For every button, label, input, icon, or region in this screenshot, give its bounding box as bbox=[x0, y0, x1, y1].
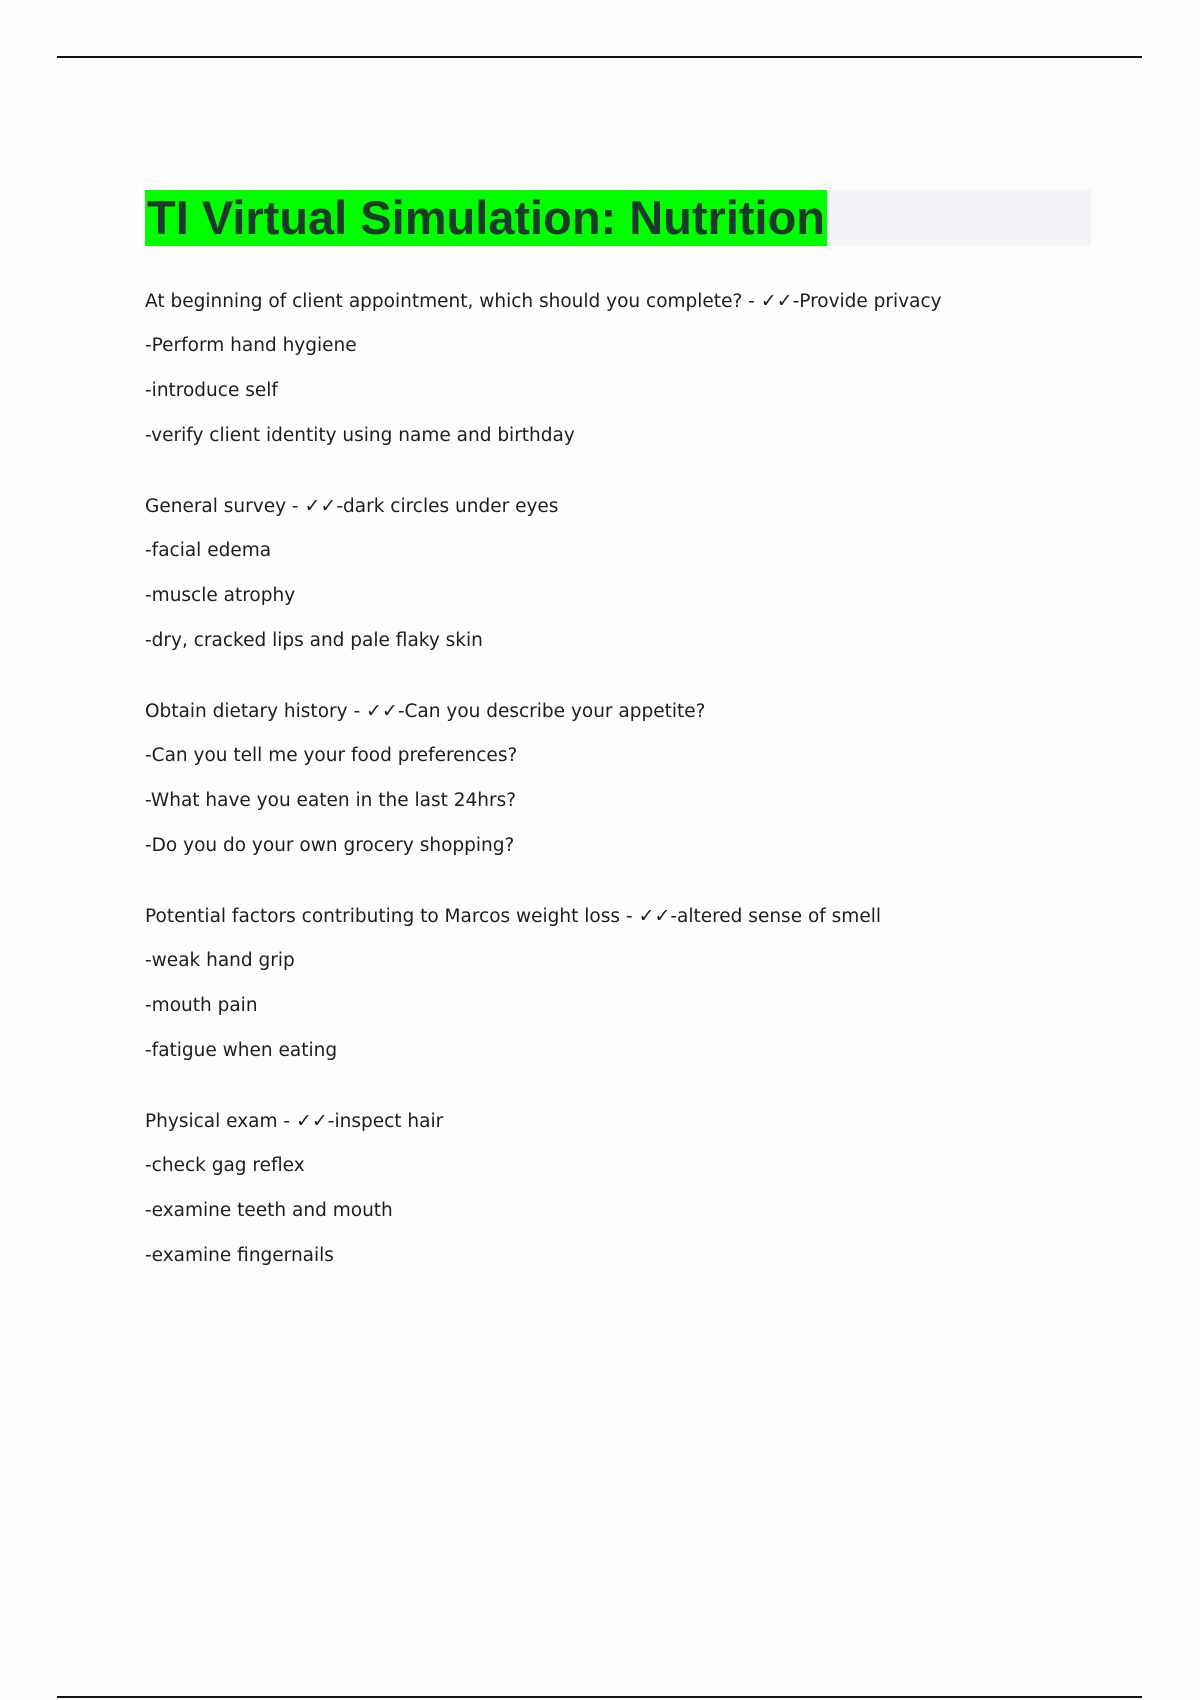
question-line: Obtain dietary history - ✓✓-Can you describe your appetite? bbox=[145, 700, 706, 722]
answer-line: -introduce self bbox=[145, 380, 278, 401]
answer-line: -What have you eaten in the last 24hrs? bbox=[145, 790, 517, 811]
question-text: General survey bbox=[145, 496, 287, 517]
question-text: Physical exam bbox=[145, 1111, 278, 1132]
question-line: Physical exam - ✓✓-inspect hair bbox=[145, 1110, 444, 1132]
qa-section bbox=[145, 495, 1105, 652]
bottom-rule bbox=[57, 1696, 1142, 1698]
qa-section bbox=[145, 905, 1105, 1062]
answer-line: -Can you tell me your food preferences? bbox=[145, 745, 518, 766]
answer-line: -verify client identity using name and birthday bbox=[145, 425, 575, 446]
answer-line: -dry, cracked lips and pale flaky skin bbox=[145, 630, 483, 651]
qa-section bbox=[145, 290, 1105, 447]
check-mark-icon: ✓✓ bbox=[760, 290, 793, 312]
answer-text: -Provide privacy bbox=[792, 291, 942, 312]
check-mark-icon: ✓✓ bbox=[295, 1110, 328, 1132]
check-mark-icon: ✓✓ bbox=[304, 495, 337, 517]
answer-text: -inspect hair bbox=[327, 1111, 444, 1132]
qa-section bbox=[145, 700, 1105, 857]
answer-line: -Perform hand hygiene bbox=[145, 335, 357, 356]
question-line: Potential factors contributing to Marcos weight loss - ✓✓-altered sense of smell bbox=[145, 905, 881, 927]
question-line: General survey - ✓✓-dark circles under eyes bbox=[145, 495, 559, 517]
document-title: TI Virtual Simulation: Nutrition bbox=[147, 191, 826, 244]
question-text: Obtain dietary history bbox=[145, 701, 348, 722]
answer-line: -Do you do your own grocery shopping? bbox=[145, 835, 515, 856]
answer-text: -dark circles under eyes bbox=[336, 496, 559, 517]
answer-line: -check gag reflex bbox=[145, 1155, 305, 1176]
answer-text: -Can you describe your appetite? bbox=[397, 701, 706, 722]
qa-section bbox=[145, 1110, 1105, 1267]
answer-line: -facial edema bbox=[145, 540, 272, 561]
check-mark-icon: ✓✓ bbox=[366, 700, 398, 722]
check-mark-icon: ✓✓ bbox=[638, 905, 671, 927]
top-rule bbox=[57, 56, 1142, 58]
answer-line: -examine teeth and mouth bbox=[145, 1200, 393, 1221]
answer-line: -examine fingernails bbox=[145, 1245, 334, 1266]
question-text: At beginning of client appointment, which should you complete? bbox=[145, 291, 743, 312]
answer-line: -weak hand grip bbox=[145, 950, 295, 971]
answer-line: -muscle atrophy bbox=[145, 585, 296, 606]
document-body bbox=[145, 290, 1105, 1315]
question-line: At beginning of client appointment, which should you complete? - ✓✓-Provide privacy bbox=[145, 290, 942, 312]
answer-line: -fatigue when eating bbox=[145, 1040, 338, 1061]
question-text: Potential factors contributing to Marcos weight loss bbox=[145, 906, 621, 927]
answer-text: -altered sense of smell bbox=[670, 906, 881, 927]
answer-line: -mouth pain bbox=[145, 995, 258, 1016]
